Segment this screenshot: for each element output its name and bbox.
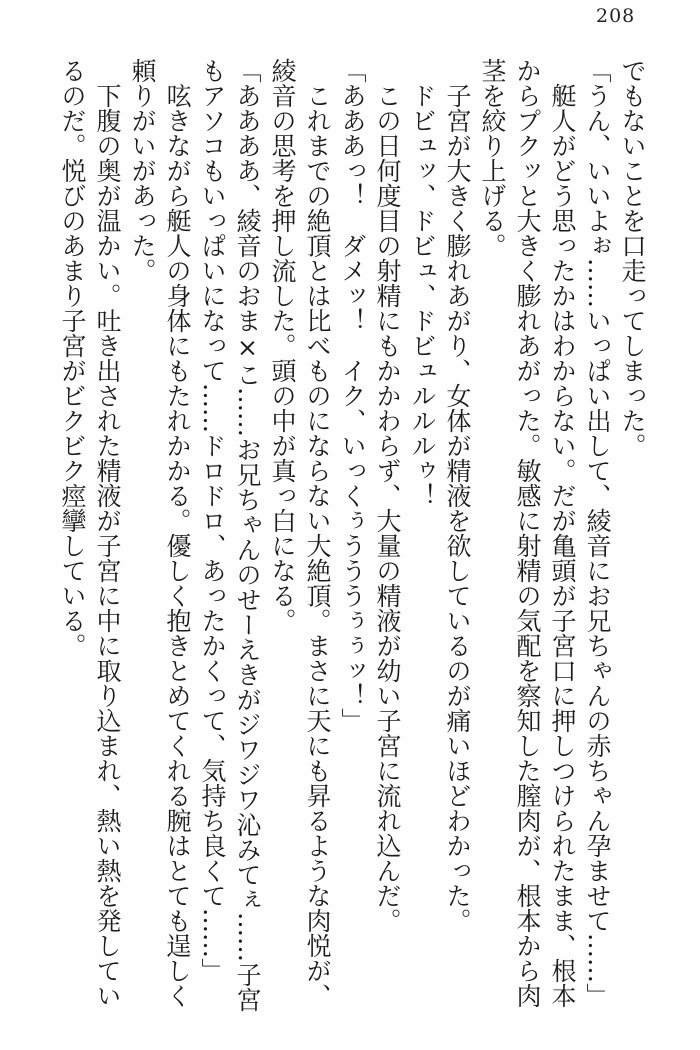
paragraph: ドビュッ、ドビュ、ドビュルルルゥ！ [408, 83, 437, 508]
page-number: 208 [596, 5, 636, 27]
paragraph: これまでの絶頂とは比べものにならない大絶頂。まさに天にも昇るような肉悦が、綾音の思考を押し流した。頭の中が真っ白になる。 [268, 58, 332, 1008]
paragraph: 子宮が大きく膨れあがり、女体が精液を欲しているのが痛いほどわかった。 [443, 83, 472, 933]
paragraph: でもないことを口走ってしまった。 [618, 58, 647, 458]
paragraph: 下腹の奥が温かい。吐き出された精液が子宮に中に取り込まれ、熱い熱を発しているのだ。悦びのあまり子宮がビクビク痙攣している。 [58, 58, 122, 1008]
page-text [55, 58, 650, 1014]
paragraph: 「うん、いいよぉ……いっぱい出して、綾音にお兄ちゃんの赤ちゃん孕ませて……」 [583, 58, 612, 1008]
paragraph: この日何度目の射精にもかかわらず、大量の精液が幼い子宮に流れ込んだ。 [373, 83, 402, 933]
paragraph: 「ああああ、綾音のおま×こ……お兄ちゃんのせーえきがジワジワ沁みてぇ……子宮もアソコもいっぱいになって……ドロドロ、あったかくって、気持ち良くて……」 [198, 58, 262, 1012]
paragraph: 「あああっ！ ダメッ！ イク、いっくぅうううぅぅッ！」 [338, 58, 367, 733]
paragraph: 呟きながら艇人の身体にもたれかかる。優しく抱きとめてくれる腕はとても逞しく頼りがいがあった。 [128, 58, 192, 1008]
paragraph: 艇人がどう思ったかはわからない。だが亀頭が子宮口に押しつけられたまま、根本からプクッと大きく膨れあがった。敏感に射精の気配を察知した膣肉が、根本から肉茎を絞り上げる。 [478, 58, 577, 1008]
